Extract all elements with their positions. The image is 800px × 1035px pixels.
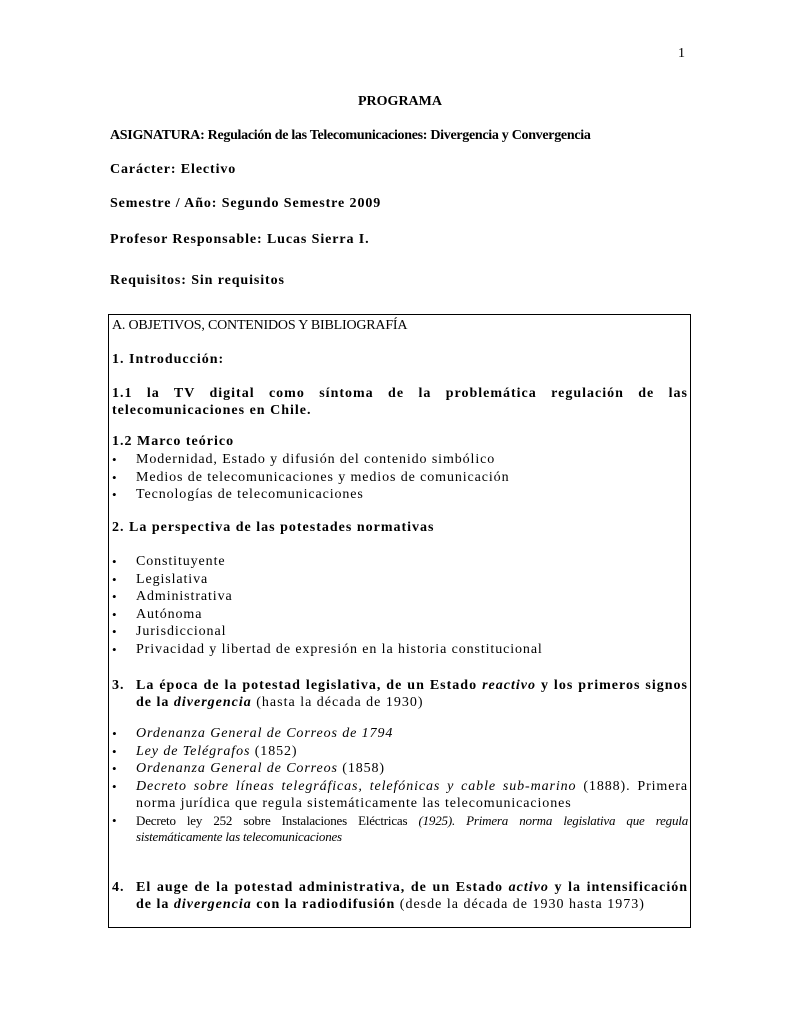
list-item xyxy=(112,760,393,778)
heading-text: La época de la potestad legislativa, de un Estado xyxy=(136,678,483,693)
list-item-text: Decreto ley 252 sobre Instalaciones Eléctricas xyxy=(136,813,419,828)
list-item: • Autónoma xyxy=(112,606,543,624)
section-2-list xyxy=(112,553,543,659)
section-1-heading: 1. Introducción: xyxy=(112,352,225,367)
heading-text: (desde la década de 1930 hasta 1973) xyxy=(395,897,645,912)
list-item: • Legislativa xyxy=(112,571,543,589)
list-item-text: (1858) xyxy=(337,761,385,777)
list-item: • Privacidad y libertad de expresión en la historia constitucional xyxy=(112,641,543,659)
heading-text: con la radiodifusión xyxy=(251,897,396,912)
requisitos-line: Requisitos: Sin requisitos xyxy=(110,273,285,288)
list-item: • Ordenanza General de Correos de 1794 xyxy=(112,725,393,743)
section-3-heading xyxy=(112,677,688,711)
heading-emphasis: reactivo xyxy=(482,678,536,693)
list-item: • Constituyente xyxy=(112,553,543,571)
heading-emphasis: activo xyxy=(508,880,549,895)
section-4-heading xyxy=(112,879,688,913)
section-1-2-heading: 1.2 Marco teórico xyxy=(112,434,235,449)
box-title: A. OBJETIVOS, CONTENIDOS Y BIBLIOGRAFÍA xyxy=(112,318,408,333)
list-item-title: Ordenanza General de Correos xyxy=(136,761,338,777)
list-item xyxy=(112,813,688,845)
section-2-heading: 2. La perspectiva de las potestades normativas xyxy=(112,520,435,535)
heading-emphasis: divergencia xyxy=(173,897,252,912)
section-3-list xyxy=(112,725,393,778)
heading-emphasis: divergencia xyxy=(173,695,252,710)
profesor-line: Profesor Responsable: Lucas Sierra I. xyxy=(110,232,370,247)
bullet-icon: • xyxy=(112,813,117,828)
list-item-text: (1852) xyxy=(250,743,298,759)
section-number: 4. xyxy=(112,880,125,895)
heading-text: El auge de la potestad administrativa, de un Estado xyxy=(136,880,509,895)
semestre-line: Semestre / Año: Segundo Semestre 2009 xyxy=(110,196,382,211)
list-item: • Tecnologías de telecomunicaciones xyxy=(112,486,510,504)
heading-text: y los primeros signos de la xyxy=(136,678,688,710)
section-1-2-list xyxy=(112,451,510,504)
list-item-text: (1888). Primera norma jurídica que regula sistemáticamente las telecomunicaciones xyxy=(136,779,688,811)
section-number: 3. xyxy=(112,678,125,693)
list-item: • Administrativa xyxy=(112,588,543,606)
list-item: • Medios de telecomunicaciones y medios de comunicación xyxy=(112,469,510,487)
section-1-1-heading: 1.1 la TV digital como síntoma de la problemática regulación de las telecomunicaciones en Chile. xyxy=(112,386,688,418)
asignatura-line: ASIGNATURA: Regulación de las Telecomunicaciones: Divergencia y Convergencia xyxy=(110,128,591,143)
list-item-title: (1925). Primera norma legislativa que regula sistemáticamente las telecomunicaciones xyxy=(136,813,688,844)
page-number: 1 xyxy=(678,46,685,61)
list-item: • Jurisdiccional xyxy=(112,623,543,641)
list-item xyxy=(112,778,688,812)
list-item: • Modernidad, Estado y difusión del contenido simbólico xyxy=(112,451,510,469)
caracter-line: Carácter: Electivo xyxy=(110,162,237,177)
list-item-title: Ley de Telégrafos xyxy=(136,743,251,759)
bullet-icon: • xyxy=(112,779,118,794)
heading-text: (hasta la década de 1930) xyxy=(251,695,424,710)
list-item-title: Decreto sobre líneas telegráficas, telefónicas y cable sub-marino xyxy=(136,779,577,794)
list-item xyxy=(112,743,393,761)
page-title: PROGRAMA xyxy=(358,94,442,109)
heading-text: y la intensificación de la xyxy=(136,880,688,912)
